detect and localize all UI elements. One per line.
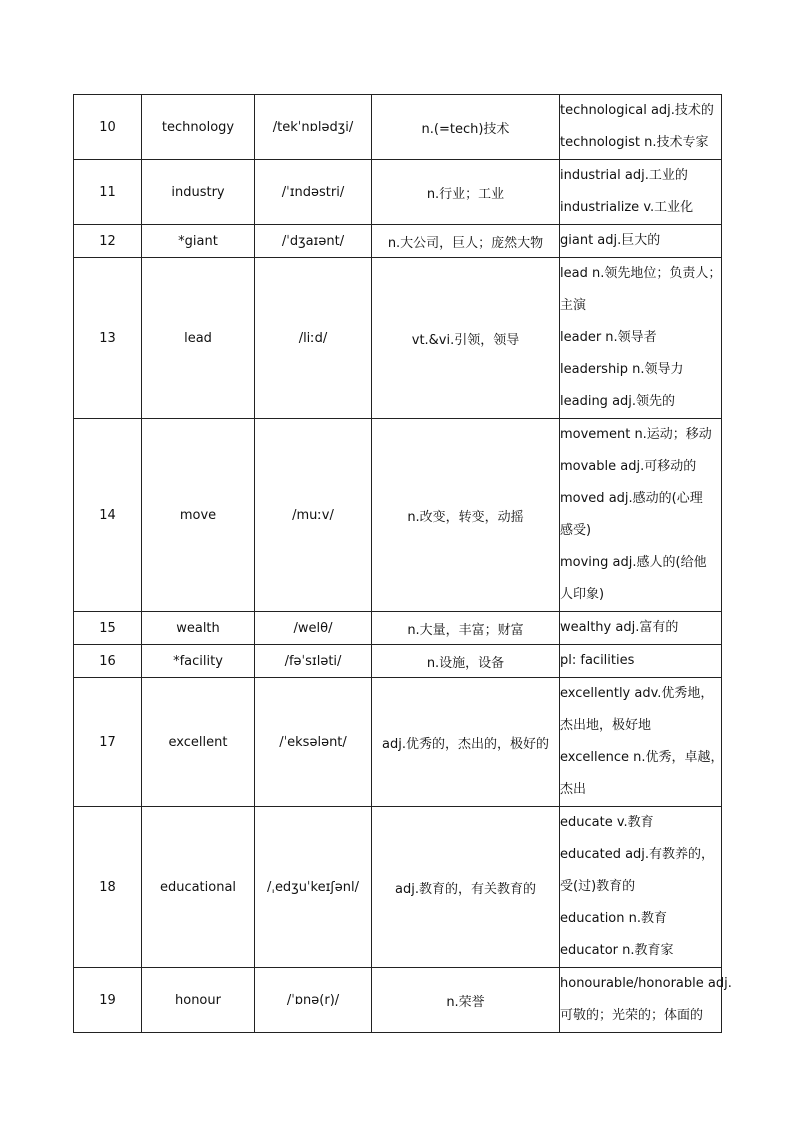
- derivative-line: 杰出地，极好地: [560, 718, 652, 733]
- table-row: [74, 258, 722, 419]
- derivative-line: lead n.领先地位；负责人；: [560, 266, 722, 281]
- derivative-line: technological adj.技术的: [560, 103, 714, 118]
- phonetic-cell: /fəˈsɪləti/: [255, 645, 372, 678]
- word-number: 17: [74, 678, 142, 807]
- derivative-line: 可敬的；光荣的；体面的: [560, 1008, 704, 1023]
- table-row: [74, 968, 722, 1033]
- table-row: [74, 612, 722, 645]
- derivative-line: moved adj.感动的(心理: [560, 491, 703, 506]
- derivative-line: excellence n.优秀，卓越，: [560, 750, 724, 765]
- derivative-line: educated adj.有教养的，: [560, 847, 715, 862]
- phonetic-cell: /ˈeksələnt/: [255, 678, 372, 807]
- derivative-line: technologist n.技术专家: [560, 135, 709, 150]
- word-number: 12: [74, 225, 142, 258]
- meaning-cell: n.荣誉: [372, 968, 560, 1033]
- derivatives-cell: [560, 95, 722, 160]
- derivatives-cell: [560, 645, 722, 678]
- derivative-line: honourable/honorable adj.: [560, 976, 732, 991]
- table-row: [74, 160, 722, 225]
- word-number: 15: [74, 612, 142, 645]
- meaning-cell: n.设施，设备: [372, 645, 560, 678]
- derivative-line: 杰出: [560, 782, 587, 797]
- derivatives-cell: [560, 678, 722, 807]
- derivative-line: industrialize v.工业化: [560, 200, 694, 215]
- word-cell: wealth: [142, 612, 255, 645]
- derivative-line: excellently adv.优秀地，: [560, 686, 714, 701]
- word-number: 14: [74, 419, 142, 612]
- table-row: [74, 95, 722, 160]
- meaning-cell: n.大公司，巨人；庞然大物: [372, 225, 560, 258]
- table-row: [74, 807, 722, 968]
- derivatives-cell: [560, 968, 732, 1033]
- derivatives-cell: [560, 258, 722, 419]
- word-cell: lead: [142, 258, 255, 419]
- word-cell: *facility: [142, 645, 255, 678]
- meaning-cell: adj.优秀的，杰出的，极好的: [372, 678, 560, 807]
- word-number: 11: [74, 160, 142, 225]
- word-number: 13: [74, 258, 142, 419]
- derivative-line: 感受): [560, 523, 592, 538]
- derivative-line: leading adj.领先的: [560, 394, 676, 409]
- vocabulary-table: [73, 94, 732, 1033]
- derivative-line: pl: facilities: [560, 653, 635, 668]
- word-cell: honour: [142, 968, 255, 1033]
- word-number: 10: [74, 95, 142, 160]
- meaning-cell: n.大量，丰富；财富: [372, 612, 560, 645]
- table-row: [74, 419, 722, 612]
- phonetic-cell: /ˈdʒaɪənt/: [255, 225, 372, 258]
- phonetic-cell: /liːd/: [255, 258, 372, 419]
- meaning-cell: adj.教育的，有关教育的: [372, 807, 560, 968]
- word-cell: technology: [142, 95, 255, 160]
- derivatives-cell: [560, 807, 722, 968]
- word-number: 19: [74, 968, 142, 1033]
- meaning-cell: n.改变，转变，动摇: [372, 419, 560, 612]
- word-cell: excellent: [142, 678, 255, 807]
- phonetic-cell: /welθ/: [255, 612, 372, 645]
- word-cell: *giant: [142, 225, 255, 258]
- phonetic-cell: /tekˈnɒlədʒi/: [255, 95, 372, 160]
- derivative-line: 人印象): [560, 587, 605, 602]
- derivative-line: movable adj.可移动的: [560, 459, 697, 474]
- derivative-line: 受(过)教育的: [560, 879, 636, 894]
- derivative-line: education n.教育: [560, 911, 668, 926]
- meaning-cell: vt.&vi.引领，领导: [372, 258, 560, 419]
- word-number: 18: [74, 807, 142, 968]
- word-cell: industry: [142, 160, 255, 225]
- derivatives-cell: [560, 225, 722, 258]
- meaning-cell: n.行业；工业: [372, 160, 560, 225]
- derivative-line: wealthy adj.富有的: [560, 620, 679, 635]
- table-row: [74, 645, 722, 678]
- phonetic-cell: /ˌedʒuˈkeɪʃənl/: [255, 807, 372, 968]
- derivative-line: movement n.运动；移动: [560, 427, 712, 442]
- derivative-line: leadership n.领导力: [560, 362, 684, 377]
- vocabulary-table-body: [74, 95, 732, 1033]
- derivatives-cell: [560, 160, 722, 225]
- meaning-cell: n.(=tech)技术: [372, 95, 560, 160]
- derivatives-cell: [560, 419, 722, 612]
- derivatives-cell: [560, 612, 722, 645]
- word-number: 16: [74, 645, 142, 678]
- table-row: [74, 678, 722, 807]
- phonetic-cell: /muːv/: [255, 419, 372, 612]
- derivative-line: leader n.领导者: [560, 330, 657, 345]
- phonetic-cell: /ˈɒnə(r)/: [255, 968, 372, 1033]
- derivative-line: industrial adj.工业的: [560, 168, 688, 183]
- derivative-line: moving adj.感人的(给他: [560, 555, 707, 570]
- word-cell: move: [142, 419, 255, 612]
- phonetic-cell: /ˈɪndəstri/: [255, 160, 372, 225]
- derivative-line: giant adj.巨大的: [560, 233, 661, 248]
- derivative-line: educator n.教育家: [560, 943, 674, 958]
- table-row: [74, 225, 722, 258]
- derivative-line: educate v.教育: [560, 815, 654, 830]
- derivative-line: 主演: [560, 298, 587, 313]
- word-cell: educational: [142, 807, 255, 968]
